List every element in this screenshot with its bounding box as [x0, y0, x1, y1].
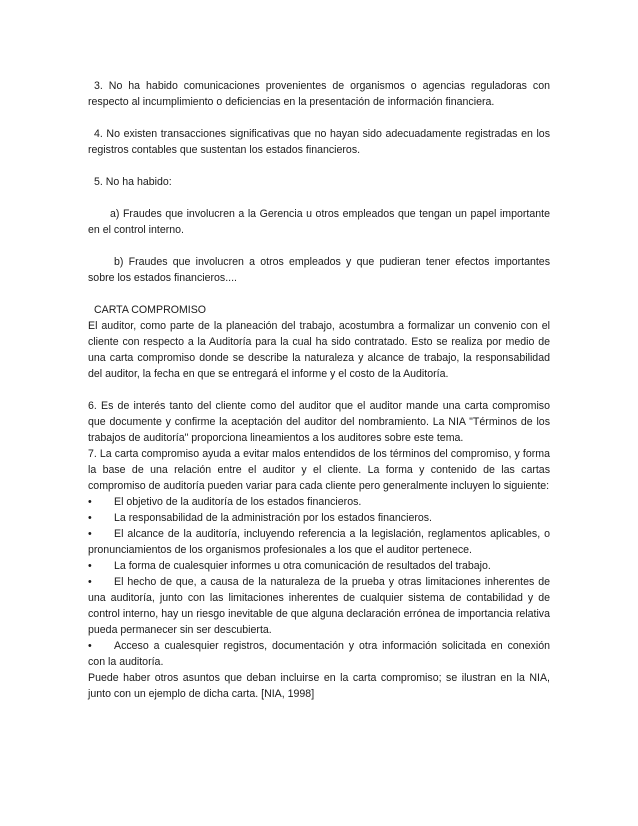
closing-paragraph: Puede haber otros asuntos que deban incluirse en la carta compromiso; se ilustran en la NIA, junto con un ejemplo de dicha carta. [NIA, 1998] [88, 672, 550, 700]
bullet-item [88, 526, 550, 558]
paragraph-4: 4. No existen transacciones significativas que no hayan sido adecuadamente registradas en los registros contables que sustentan los estados financieros. [88, 128, 550, 156]
bullet-item [88, 574, 550, 638]
bullet-mark: • [88, 512, 92, 524]
bullet-mark: • [88, 640, 92, 652]
section-heading: CARTA COMPROMISO [94, 304, 207, 316]
paragraph-3: 3. No ha habido comunicaciones provenientes de organismos o agencias reguladoras con respecto al incumplimiento o deficiencias en la presentación de información financiera. [88, 80, 550, 108]
intro-paragraph: El auditor, como parte de la planeación del trabajo, acostumbra a formalizar un convenio con el cliente con respecto a la Auditoría para la cual ha sido contratado. Esto se realiza por medio de una carta compromiso donde se describe la naturaleza y alcance de trabajo, la responsabilidad del auditor, la fecha en que se entregará el informe y el costo de la Auditoría. [88, 320, 550, 380]
paragraph-5: 5. No ha habido: [94, 176, 172, 188]
bullet-text: La forma de cualesquier informes u otra comunicación de resultados del trabajo. [114, 560, 491, 572]
bullet-text: El hecho de que, a causa de la naturaleza de la prueba y otras limitaciones inherentes de una auditoría, junto con las limitaciones inherentes de cualquier sistema de contabilidad y de control interno, hay un riesgo inevitable de que alguna declaración errónea de importancia relativa pueda permanecer sin ser descubierta. [88, 576, 550, 636]
bullet-mark: • [88, 576, 92, 588]
document-body [88, 78, 550, 702]
bullet-mark: • [88, 528, 92, 540]
bullet-text: El alcance de la auditoría, incluyendo referencia a la legislación, reglamentos aplicables, o pronunciamientos de los organismos profesionales a los que el auditor pertenece. [88, 528, 550, 556]
paragraph-6: 6. Es de interés tanto del cliente como del auditor que el auditor mande una carta compromiso que documente y confirme la aceptación del auditor del nombramiento. La NIA "Términos de los trabajos de auditoría" proporciona lineamientos a los auditores sobre este tema. [88, 400, 550, 444]
bullet-mark: • [88, 560, 92, 572]
bullet-item [88, 494, 550, 510]
bullet-text: Acceso a cualesquier registros, documentación y otra información solicitada en conexión con la auditoría. [88, 640, 550, 668]
bullet-item [88, 638, 550, 670]
paragraph-item-b: b) Fraudes que involucren a otros empleados y que pudieran tener efectos importantes sobre los estados financieros.... [88, 256, 550, 284]
paragraph-item-a: a) Fraudes que involucren a la Gerencia u otros empleados que tengan un papel importante en el control interno. [88, 208, 550, 236]
paragraph-7: 7. La carta compromiso ayuda a evitar malos entendidos de los términos del compromiso, y forma la base de una relación entre el auditor y el cliente. La forma y contenido de las cartas compromiso de auditoría pueden variar para cada cliente pero generalmente incluyen lo siguiente: [88, 448, 550, 492]
bullet-text: El objetivo de la auditoría de los estados financieros. [114, 496, 362, 508]
bullet-text: La responsabilidad de la administración por los estados financieros. [114, 512, 432, 524]
bullet-item [88, 558, 550, 574]
bullet-mark: • [88, 496, 92, 508]
bullet-item [88, 510, 550, 526]
